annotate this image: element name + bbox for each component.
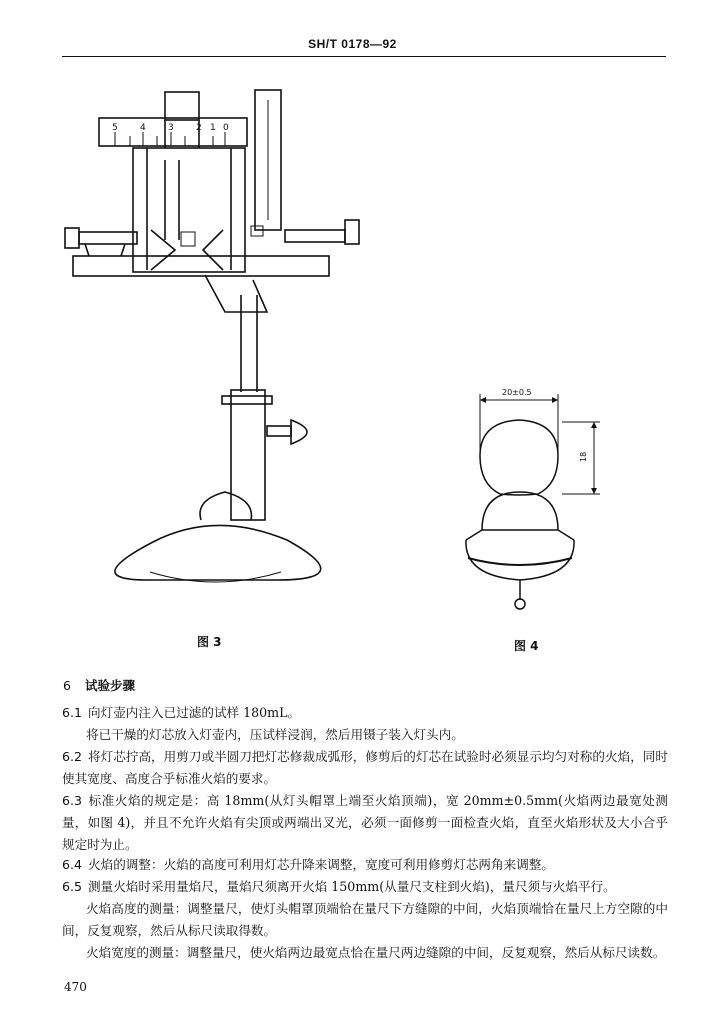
clause-text: 测量火焰时采用量焰尺，量焰尺须离开火焰 150mm(从量尺支柱到火焰)，量尺须与火焰平行。 — [88, 879, 616, 894]
clause-text: 标准火焰的规定是：高 18mm(从灯头帽罩上端至火焰顶端)，宽 20mm±0.5mm(火焰两边最宽处测量，如图 4)，并且不允许火焰有尖顶或两端出叉光，必须一面修剪一面检查火焰，直至火焰形状及大小合乎规定时为止。 — [62, 793, 668, 852]
scale-label: 3 — [168, 123, 174, 133]
clause-number: 6.2 — [62, 749, 83, 764]
standard-code-header: SH/T 0178—92 — [308, 37, 397, 51]
section-heading — [63, 676, 135, 694]
figure-3-illustration — [55, 80, 375, 600]
paragraph — [62, 790, 668, 856]
clause-text: 向灯壶内注入已过滤的试样 180mL。 — [88, 705, 301, 720]
scale-label: 0 — [223, 123, 229, 133]
scale-label: 2 — [196, 123, 202, 133]
clause-text: 将已干燥的灯芯放入灯壶内，压试样浸润，然后用镊子装入灯头内。 — [86, 727, 464, 742]
paragraph — [62, 854, 668, 876]
figure-4-caption: 图 4 — [514, 639, 539, 653]
paragraph — [62, 724, 668, 746]
clause-text: 火焰的调整：火焰的高度可利用灯芯升降来调整，宽度可利用修剪灯芯两角来调整。 — [88, 857, 554, 872]
clause-text: 火焰宽度的测量：调整量尺，使火焰两边最宽点恰在量尺两边缝隙的中间，反复观察，然后从标尺读数。 — [86, 945, 666, 960]
section-title: 试验步骤 — [85, 678, 136, 693]
scale-label: 4 — [140, 123, 146, 133]
page-number: 470 — [64, 980, 87, 994]
clause-text: 火焰高度的测量：调整量尺，使灯头帽罩顶端恰在量尺下方缝隙的中间，火焰顶端恰在量尺上方空隙的中间，反复观察，然后从标尺读取得数。 — [62, 901, 668, 938]
clause-number: 6.3 — [62, 793, 83, 808]
width-dimension-label: 20±0.5 — [502, 388, 532, 397]
figure-3-caption: 图 3 — [197, 635, 222, 649]
paragraph — [62, 876, 668, 898]
paragraph — [62, 898, 668, 942]
header-rule — [62, 56, 666, 57]
paragraph — [62, 702, 668, 724]
clause-number: 6.1 — [62, 705, 83, 720]
scale-label: 5 — [112, 123, 118, 133]
figure-4-illustration — [440, 380, 620, 620]
height-dimension-label: 18 — [579, 451, 588, 462]
clause-number: 6.4 — [62, 857, 83, 872]
clause-text: 将灯芯拧高，用剪刀或半圆刀把灯芯修裁成弧形，修剪后的灯芯在试验时必须显示均匀对称的火焰，同时使其宽度、高度合乎标准火焰的要求。 — [62, 749, 668, 786]
section-number: 6 — [63, 678, 71, 693]
clause-number: 6.5 — [62, 879, 83, 894]
paragraph — [62, 942, 668, 964]
scale-label: 1 — [210, 123, 216, 133]
paragraph — [62, 746, 668, 790]
